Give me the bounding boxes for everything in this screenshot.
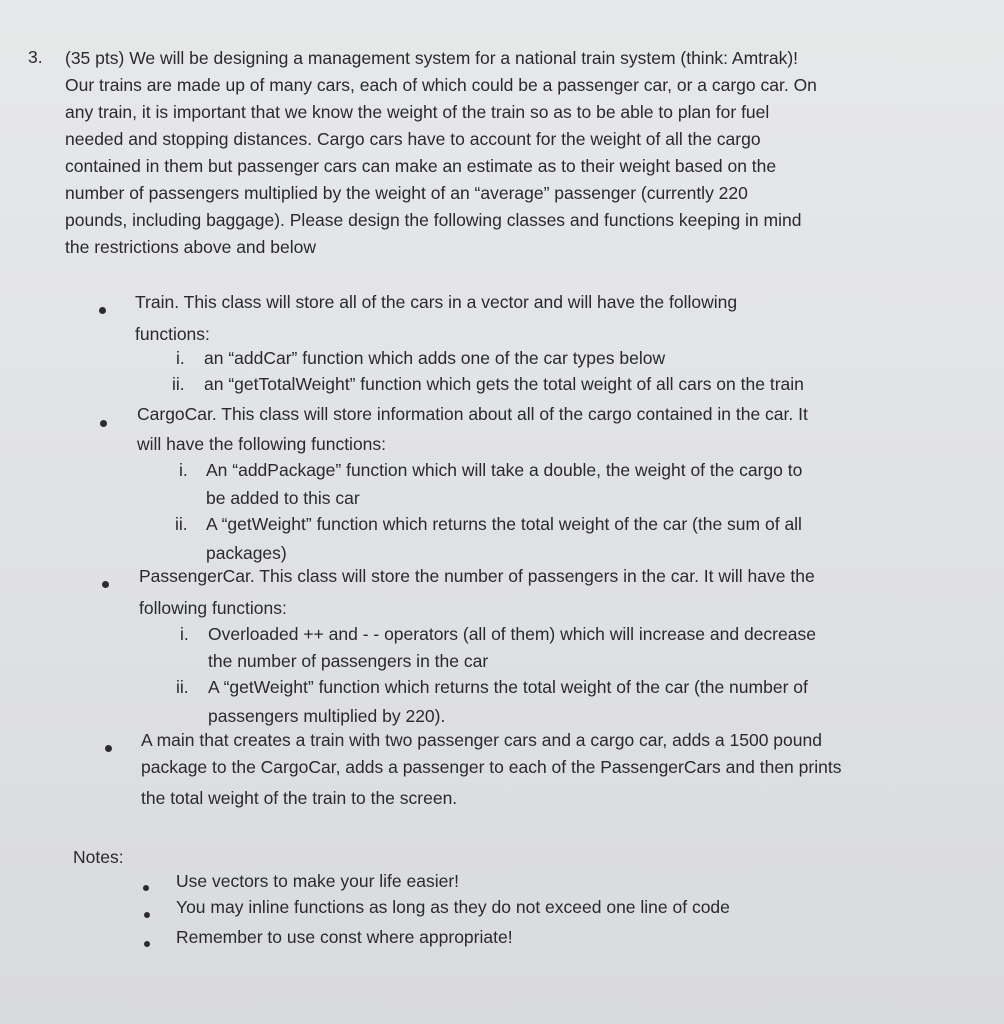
- train-bullet-line: Train. This class will store all of the cars in a vector and will have the following: [135, 292, 738, 312]
- passenger-function-item: Overloaded ++ and - - operators (all of them) which will increase and decrease: [208, 624, 816, 644]
- question-line: the restrictions above and below: [65, 237, 316, 257]
- main-bullet-line: A main that creates a train with two passenger cars and a cargo car, adds a 1500 pound: [141, 730, 822, 750]
- bullet-icon: [99, 307, 106, 314]
- list-numeral: i.: [179, 460, 188, 480]
- passenger-bullet-line: following functions:: [139, 598, 287, 618]
- question-line: any train, it is important that we know the weight of the train so as to be able to plan for fuel: [65, 102, 770, 122]
- list-numeral: ii.: [176, 677, 189, 697]
- bullet-icon: [143, 885, 149, 891]
- train-function-item: an “getTotalWeight” function which gets the total weight of all cars on the train: [204, 374, 804, 394]
- train-bullet-line: functions:: [135, 324, 210, 344]
- list-numeral: i.: [180, 624, 189, 644]
- list-numeral: ii.: [172, 374, 185, 394]
- note-item: Remember to use const where appropriate!: [176, 927, 513, 947]
- question-prompt: [65, 45, 925, 261]
- cargo-bullet-line: will have the following functions:: [137, 434, 387, 454]
- question-line: needed and stopping distances. Cargo cars have to account for the weight of all the cargo: [65, 129, 761, 149]
- cargo-function-item: packages): [206, 543, 287, 563]
- list-numeral: ii.: [175, 514, 188, 534]
- train-function-item: an “addCar” function which adds one of the car types below: [204, 348, 666, 368]
- passenger-function-item: the number of passengers in the car: [208, 651, 489, 671]
- passenger-function-item: passengers multiplied by 220).: [208, 706, 446, 726]
- list-numeral: i.: [176, 348, 185, 368]
- question-line: (35 pts) We will be designing a management system for a national train system (think: Amtrak)!: [65, 48, 799, 68]
- main-bullet-line: package to the CargoCar, adds a passenger to each of the PassengerCars and then prints: [141, 757, 842, 777]
- note-item: Use vectors to make your life easier!: [176, 871, 460, 891]
- bullet-icon: [144, 941, 150, 947]
- passenger-bullet-line: PassengerCar. This class will store the number of passengers in the car. It will have the: [139, 566, 815, 586]
- bullet-icon: [144, 912, 150, 918]
- cargo-function-item: A “getWeight” function which returns the total weight of the car (the sum of all: [206, 514, 802, 534]
- question-line: Our trains are made up of many cars, each of which could be a passenger car, or a cargo car. On: [65, 75, 817, 95]
- cargo-function-item: An “addPackage” function which will take a double, the weight of the cargo to: [206, 460, 803, 480]
- question-line: pounds, including baggage). Please design the following classes and functions keeping in mind: [65, 210, 802, 230]
- main-bullet-line: the total weight of the train to the screen.: [141, 788, 458, 808]
- notes-label: Notes:: [73, 847, 124, 867]
- question-line: contained in them but passenger cars can make an estimate as to their weight based on the: [65, 156, 777, 176]
- bullet-icon: [105, 745, 112, 752]
- note-item: You may inline functions as long as they do not exceed one line of code: [176, 897, 730, 917]
- cargo-bullet-line: CargoCar. This class will store information about all of the cargo contained in the car. It: [137, 404, 808, 424]
- question-line: number of passengers multiplied by the weight of an “average” passenger (currently 220: [65, 183, 748, 203]
- bullet-icon: [100, 420, 107, 427]
- cargo-function-item: be added to this car: [206, 488, 360, 508]
- bullet-icon: [102, 581, 109, 588]
- question-number: 3.: [28, 47, 43, 67]
- passenger-function-item: A “getWeight” function which returns the total weight of the car (the number of: [208, 677, 808, 697]
